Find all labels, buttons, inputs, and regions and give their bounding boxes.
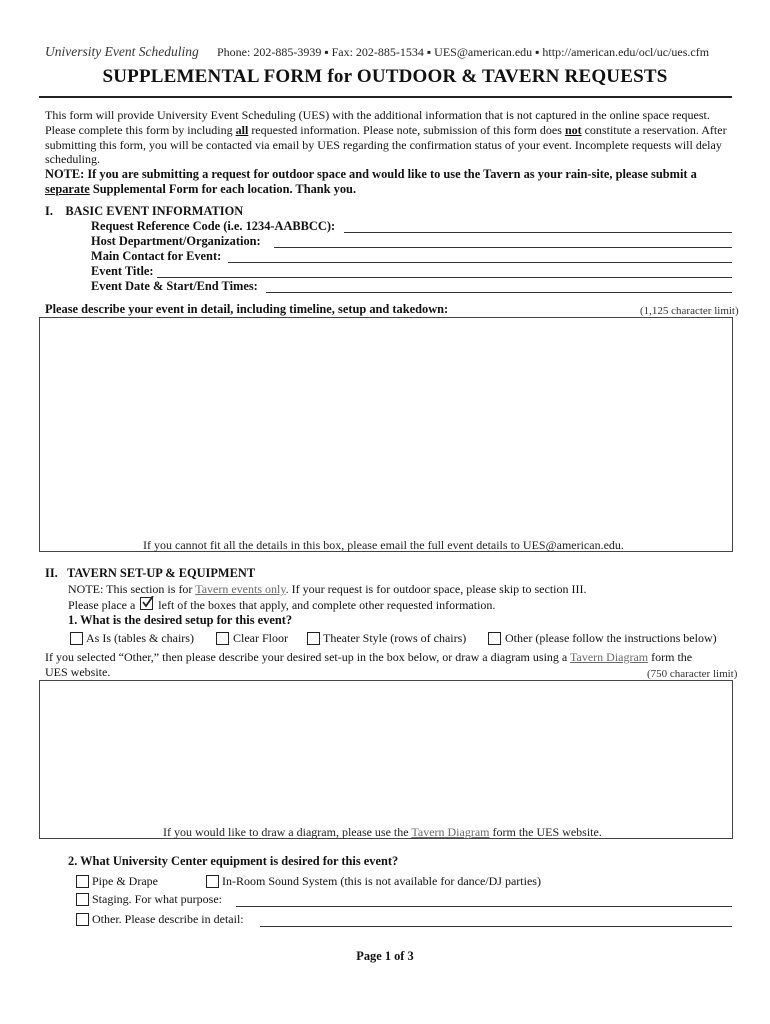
other-char-limit: (750 character limit)	[647, 668, 738, 680]
tavern-events-link[interactable]: Tavern events only	[195, 582, 286, 596]
other-setup-textarea[interactable]	[39, 680, 733, 839]
note-part: . If your request is for outdoor space, please skip to section III.	[285, 582, 587, 596]
setup-as-is-label: As Is (tables & chairs)	[86, 631, 194, 645]
host-dept-input[interactable]	[274, 247, 732, 248]
note-part: NOTE: If you are submitting a request for outdoor space and would like to use the Tavern as your rain-site, please submit a	[45, 167, 697, 182]
note-emphasis-separate: separate	[45, 181, 90, 196]
note-part: NOTE: This section is for	[68, 582, 196, 596]
section-1-heading: I. BASIC EVENT INFORMATION	[45, 204, 244, 218]
section-2-heading: II. TAVERN SET-UP & EQUIPMENT	[45, 566, 256, 580]
intro-emphasis-all: all	[235, 122, 249, 137]
other-part: form the	[648, 650, 693, 664]
setup-theater-checkbox[interactable]	[307, 632, 320, 645]
header-divider	[39, 96, 732, 98]
contact-info: Phone: 202-885-3939 ▪ Fax: 202-885-1534 ▪ UES@american.edu ▪ http://american.edu/ocl/uc/ues.cfm	[217, 45, 710, 59]
describe-label: Please describe your event in detail, including timeline, setup and takedown:	[45, 302, 449, 316]
equip-staging-label: Staging. For what purpose:	[92, 892, 222, 906]
staging-purpose-input[interactable]	[236, 906, 732, 907]
ref-code-input[interactable]	[344, 232, 732, 233]
tavern-diagram-link[interactable]: Tavern Diagram	[570, 650, 649, 664]
note-part: Supplemental Form for each location. Thank you.	[89, 181, 357, 196]
intro-part: This form will provide University Event Scheduling (UES) with the additional information that is not captured in the online space request. Please complete this form by including	[45, 108, 710, 137]
field-label-event-date: Event Date & Start/End Times:	[91, 279, 258, 293]
equip-sound-label: In-Room Sound System (this is not available for dance/DJ parties)	[222, 874, 541, 888]
diagram-box-note	[163, 825, 602, 840]
tavern-diagram-link-2[interactable]: Tavern Diagram	[411, 825, 490, 839]
section-2-note	[68, 582, 587, 597]
event-title-input[interactable]	[157, 277, 732, 278]
checkmark-icon	[140, 597, 153, 610]
diagram-part: form the UES website.	[489, 825, 602, 839]
equip-staging-checkbox[interactable]	[76, 893, 89, 906]
org-name: University Event Scheduling	[45, 44, 199, 59]
field-label-main-contact: Main Contact for Event:	[91, 249, 222, 263]
setup-as-is-checkbox[interactable]	[70, 632, 83, 645]
intro-text	[45, 108, 735, 197]
description-box-note: If you cannot fit all the details in this box, please email the full event details to UES@american.edu.	[143, 538, 624, 552]
main-contact-input[interactable]	[228, 262, 732, 263]
page-number: Page 1 of 3	[356, 949, 414, 963]
instr-part: left of the boxes that apply, and complete other requested information.	[155, 598, 496, 612]
setup-clear-floor-checkbox[interactable]	[216, 632, 229, 645]
setup-other-checkbox[interactable]	[488, 632, 501, 645]
event-description-textarea[interactable]	[39, 317, 733, 552]
setup-clear-floor-label: Clear Floor	[233, 631, 288, 645]
other-part: If you selected “Other,” then please describe your desired set-up in the box below, or draw a diagram using a	[45, 650, 571, 664]
place-check-instructions	[68, 597, 495, 613]
page-title: SUPPLEMENTAL FORM for OUTDOOR & TAVERN REQUESTS	[102, 66, 668, 87]
event-date-input[interactable]	[266, 292, 732, 293]
field-label-host-dept: Host Department/Organization:	[91, 234, 261, 248]
equip-sound-checkbox[interactable]	[206, 875, 219, 888]
intro-part: constitute a reservation. After submitting this form, you will be contacted via email by UES regarding the confirmation status of your event. Incomplete requests will delay scheduling.	[45, 122, 727, 167]
setup-theater-label: Theater Style (rows of chairs)	[323, 631, 467, 645]
question-2: 2. What University Center equipment is desired for this event?	[68, 854, 399, 868]
equip-other-checkbox[interactable]	[76, 913, 89, 926]
setup-other-label: Other (please follow the instructions below)	[505, 631, 717, 645]
equip-other-input[interactable]	[260, 926, 732, 927]
diagram-part: If you would like to draw a diagram, please use the	[163, 825, 412, 839]
describe-char-limit: (1,125 character limit)	[640, 305, 739, 317]
intro-note	[45, 167, 697, 196]
instr-part: Please place a	[68, 598, 139, 612]
question-1: 1. What is the desired setup for this event?	[68, 613, 293, 627]
field-label-ref-code: Request Reference Code (i.e. 1234-AABBCC):	[91, 219, 336, 233]
other-instructions-cont: UES website.	[45, 665, 111, 679]
other-instructions	[45, 650, 692, 665]
field-label-event-title: Event Title:	[91, 264, 154, 278]
equip-other-label: Other. Please describe in detail:	[92, 912, 244, 926]
intro-part: requested information. Please note, submission of this form does	[248, 122, 565, 137]
equip-pipe-label: Pipe & Drape	[92, 874, 158, 888]
intro-emphasis-not: not	[564, 122, 582, 137]
equip-pipe-checkbox[interactable]	[76, 875, 89, 888]
